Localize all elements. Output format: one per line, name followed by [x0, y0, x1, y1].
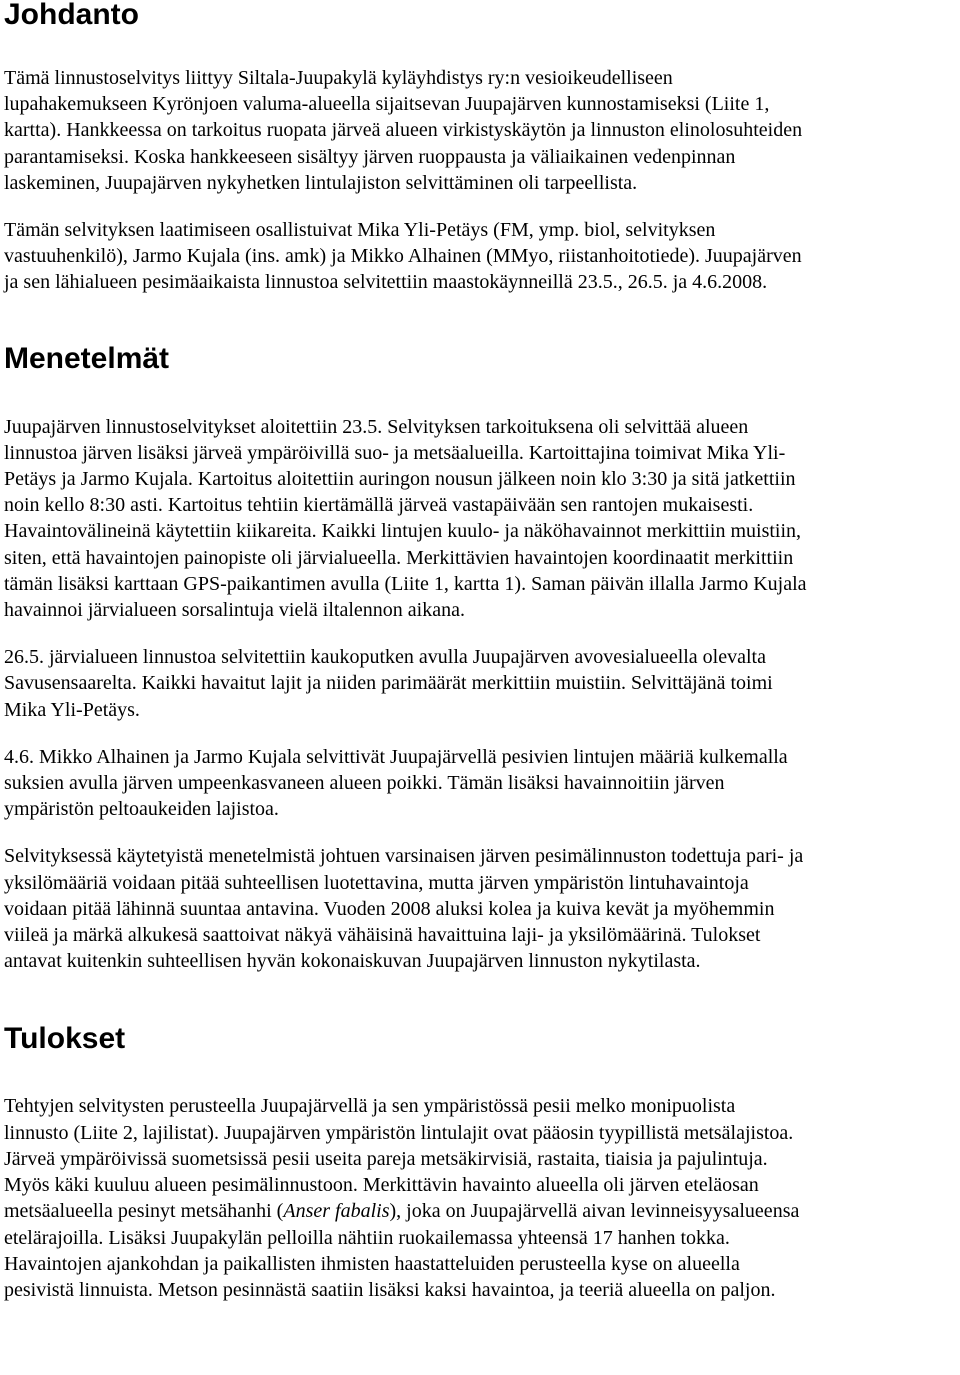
- paragraph-menetelmat-2: [4, 644, 954, 723]
- document-page: [4, 0, 954, 1303]
- text-line: Mika Yli-Petäys.: [4, 698, 140, 721]
- text-line: 4.6. Mikko Alhainen ja Jarmo Kujala selvittivät Juupajärvellä pesivien lintujen määriä kulkemalla: [4, 745, 788, 768]
- paragraph-menetelmat-4: [4, 843, 954, 974]
- text-line: Savusensaarelta. Kaikki havaitut lajit ja niiden parimäärät merkittiin muistiin. Selvittäjänä toimi: [4, 672, 773, 695]
- heading-tulokset: Tulokset: [4, 1022, 126, 1056]
- text-line: suksien avulla järven umpeenkasvaneen alueen poikki. Tämän lisäksi havainnoitiin järven: [4, 772, 725, 795]
- text-line: Havaintovälineinä käytettiin kiikareita. Kaikki lintujen kuulo- ja näköhavainnot merkittiin muistiin,: [4, 520, 802, 543]
- text-line: 26.5. järvialueen linnustoa selvitettiin kaukoputken avulla Juupajärven avovesialueella olevalta: [4, 646, 766, 669]
- text-line: ympäristön peltoaukeiden lajistoa.: [4, 798, 279, 821]
- text-line: parantamiseksi. Koska hankkeeseen sisältyy järven ruoppausta ja väliaikainen vedenpinnan: [4, 145, 736, 168]
- text-line: linnustoa järven lisäksi järveä ympäröivillä suo- ja metsäalueilla. Kartoittajina toimivat Mika Yli-: [4, 441, 786, 464]
- text-line: antavat kuitenkin suhteellisen hyvän kokonaiskuvan Juupajärven linnuston nykytilasta.: [4, 950, 701, 973]
- text-line: Tämä linnustoselvitys liittyy Siltala-Juupakylä kyläyhdistys ry:n vesioikeudelliseen: [4, 67, 673, 89]
- heading-johdanto: Johdanto: [4, 0, 139, 31]
- text-line: linnusto (Liite 2, lajilistat). Juupajärven ympäristön lintulajit ovat pääosin tyypillistä metsälajistoa.: [4, 1121, 794, 1144]
- text-line-goose: [4, 1198, 954, 1224]
- text-line: Tämän selvityksen laatimiseen osallistuivat Mika Yli-Petäys (FM, ymp. biol, selvityksen: [4, 219, 716, 242]
- text-line: Juupajärven linnustoselvitykset aloitettiin 23.5. Selvityksen tarkoituksena oli selvittää alueen: [4, 415, 749, 438]
- text-line: ja sen lähialueen pesimäaikaista linnustoa selvitettiin maastokäynneillä 23.5., 26.5. ja 4.6.2008.: [4, 271, 768, 294]
- text-line: Tehtyjen selvitysten perusteella Juupajärvellä ja sen ympäristössä pesii melko monipuolista: [4, 1095, 736, 1118]
- heading-menetelmat: Menetelmät: [4, 341, 170, 375]
- text-line: Selvityksessä käytetyistä menetelmistä johtuen varsinaisen järven pesimälinnuston todettuja pari- ja: [4, 845, 804, 868]
- text-line: voidaan pitää lähinnä suuntaa antavina. Vuoden 2008 aluksi kolea ja kuiva kevät ja myöhemmin: [4, 897, 775, 920]
- text-line: noin kello 8:30 asti. Kartoitus tehtiin kiertämällä järveä vastapäivään sen rantojen mukaisesti.: [4, 494, 754, 517]
- text-line: pesivistä linnuista. Metson pesinnästä saatiin lisäksi kaksi havaintoa, ja teeriä alueella on paljon.: [4, 1278, 776, 1301]
- paragraph-tulokset-1: [4, 1093, 954, 1303]
- paragraph-menetelmat-3: [4, 744, 954, 823]
- text-line: Myös käki kuuluu alueen pesimälinnustoon. Merkittävin havainto alueella oli järven eteläosan: [4, 1174, 759, 1197]
- text-line: laskeminen, Juupajärven nykyhetken lintulajiston selvittäminen oli tarpeellista.: [4, 171, 638, 194]
- text-line: Petäys ja Jarmo Kujala. Kartoitus aloitettiin auringon nousun jälkeen noin klo 3:30 ja sitä jatkettiin: [4, 468, 796, 491]
- text-line: viileä ja märkä alkukesä saattoivat näkyä vähäisinä havaittuina laji- ja yksilömäärinä. Tulokset: [4, 924, 761, 947]
- text-line: yksilömääriä voidaan pitää suhteellisen luotettavina, mutta järven ympäristön lintuhavaintoja: [4, 871, 749, 894]
- text-line: siten, että havaintojen painopiste oli järvialueella. Merkittävien havaintojen koordinaatit merkittiin: [4, 546, 794, 569]
- text-line: kartta). Hankkeessa on tarkoitus ruopata järveä alueen virkistyskäytön ja linnuston elinolosuhteiden: [4, 119, 803, 142]
- text-line: Havaintojen ajankohdan ja paikallisten ihmisten haastatteluiden perusteella kyse on alueella: [4, 1252, 740, 1275]
- text-line: tämän lisäksi karttaan GPS-paikantimen avulla (Liite 1, kartta 1). Saman päivän illalla Jarmo Kujala: [4, 572, 807, 595]
- species-latin-name: Anser fabalis: [283, 1200, 390, 1223]
- text-line: lupahakemukseen Kyrönjoen valuma-alueella sijaitsevan Juupajärven kunnostamiseksi (Liite 1,: [4, 93, 770, 116]
- text-line: Järveä ympäröivissä suometsissä pesii useita pareja metsäkirvisiä, rastaita, tiaisia ja pajulintuja.: [4, 1147, 768, 1170]
- paragraph-johdanto-1: [4, 65, 954, 196]
- text-line: vastuuhenkilö), Jarmo Kujala (ins. amk) ja Mikko Alhainen (MMyo, riistanhoitotiede). Juupajärven: [4, 245, 802, 268]
- text-fragment: metsäalueella pesinyt metsähanhi (: [4, 1200, 284, 1223]
- paragraph-menetelmat-1: [4, 414, 954, 624]
- text-fragment: ), joka on Juupajärvellä aivan levinneisyysalueensa: [389, 1200, 800, 1223]
- text-line: etelärajoilla. Lisäksi Juupakylän pelloilla nähtiin ruokailemassa yhteensä 17 hanhen tokka.: [4, 1226, 730, 1249]
- paragraph-johdanto-2: [4, 217, 954, 296]
- text-line: havainnoi järvialueen sorsalintuja vielä iltalennon aikana.: [4, 599, 465, 622]
